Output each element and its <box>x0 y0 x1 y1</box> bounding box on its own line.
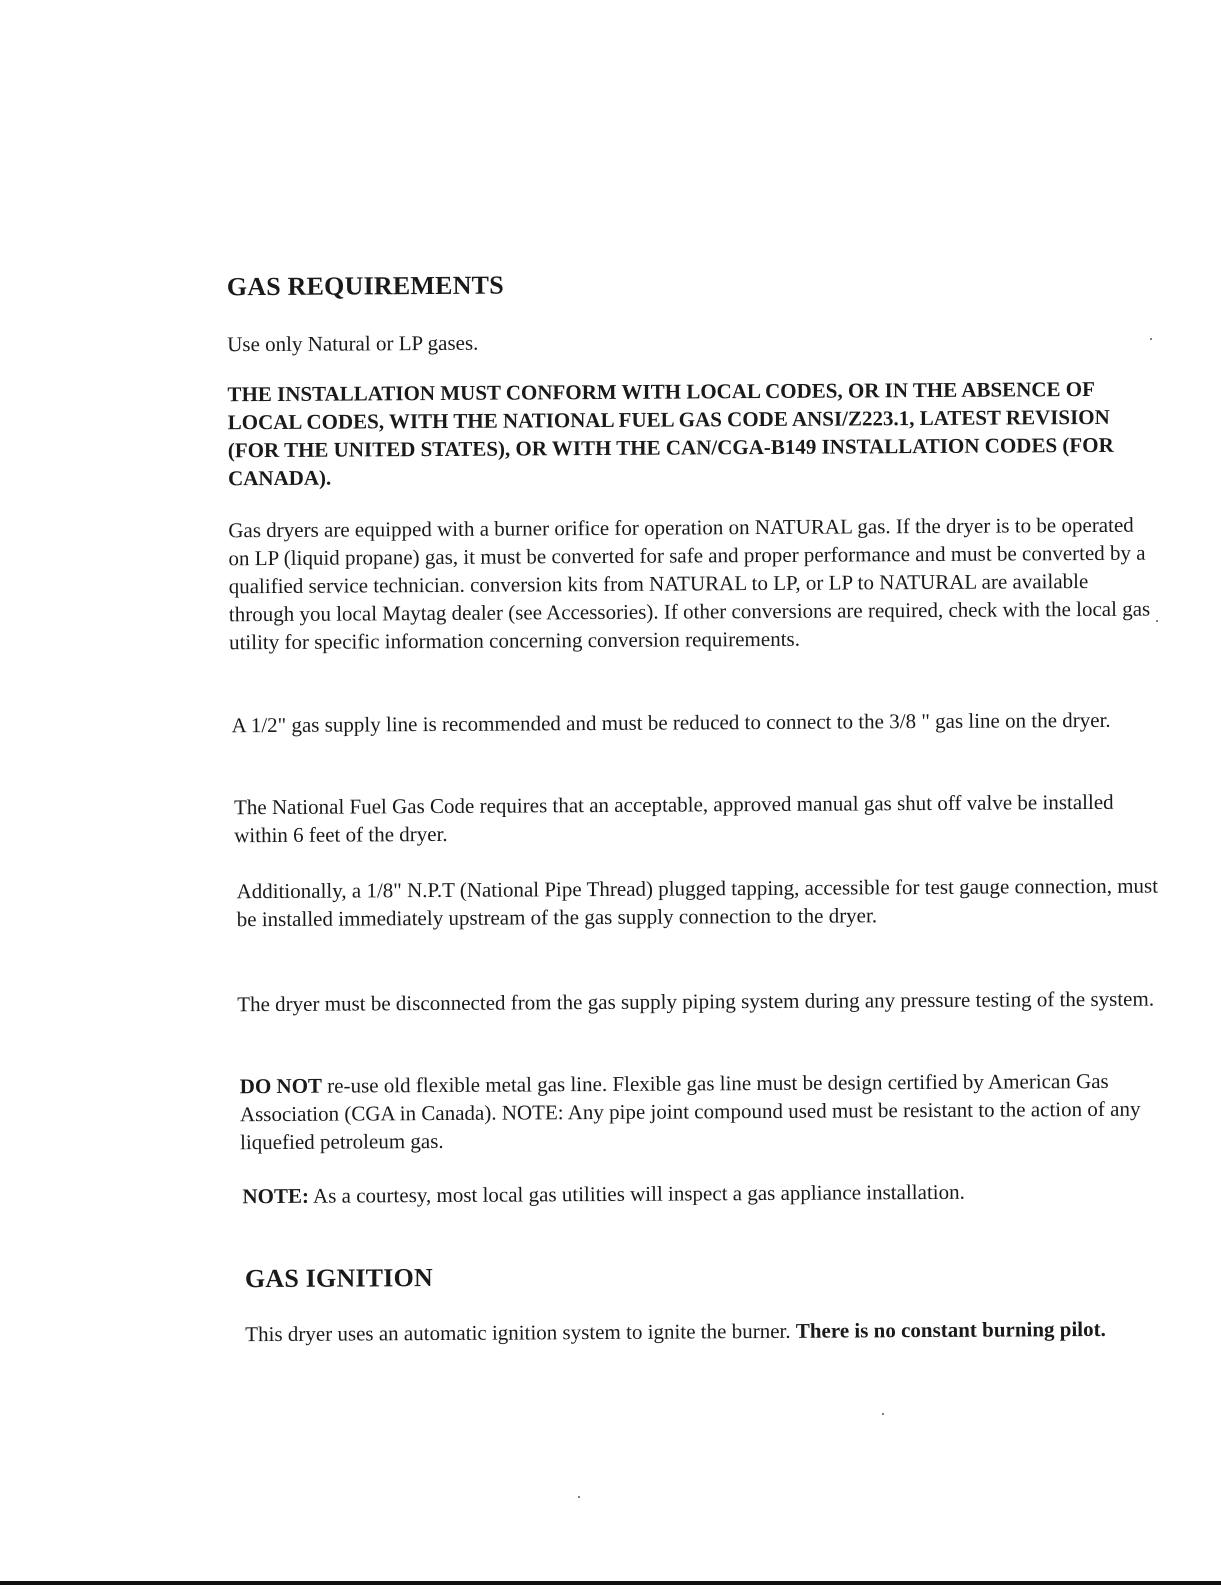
supply-line-paragraph: A 1/2" gas supply line is recommended and must be reduced to connect to the 3/8 " gas line on the dryer. <box>231 707 1111 738</box>
pressure-test-paragraph: The dryer must be disconnected from the gas supply piping system during any pressure testing of the system. <box>237 986 1155 1017</box>
scan-speck <box>1156 620 1158 622</box>
gas-requirements-heading: GAS REQUIREMENTS <box>226 270 504 302</box>
scan-bottom-edge <box>0 1581 1221 1585</box>
gas-ignition-heading: GAS IGNITION <box>244 1263 434 1294</box>
flex-line-paragraph <box>240 1067 1165 1157</box>
intro-paragraph: Use only Natural or LP gases. <box>227 330 479 357</box>
scan-speck <box>1150 338 1152 340</box>
do-not-emphasis: DO NOT <box>239 1073 323 1099</box>
conversion-paragraph: Gas dryers are equipped with a burner orifice for operation on NATURAL gas. If the dryer is to be operated on LP (liquid propane) gas, it must be converted for safe and proper performance and must be converted by a qualified service technician. conversion kits from NATURAL to LP, or LP to NATURAL are available through you local Maytag dealer (see Accessories). If other conversions are required, check with the local gas utility for specific information concerning conversion requirements. <box>228 512 1151 655</box>
ignition-paragraph <box>245 1315 1170 1349</box>
shutoff-valve-paragraph: The National Fuel Gas Code requires that an acceptable, approved manual gas shut off valve be installed within 6 feet of the dryer. <box>233 789 1114 848</box>
tapping-paragraph: Additionally, a 1/8" N.P.T (National Pipe Thread) plugged tapping, accessible for test gauge connection, must be installed immediately upstream of the gas supply connection to the dryer. <box>236 873 1159 932</box>
no-pilot-emphasis: There is no constant burning pilot. <box>795 1316 1106 1343</box>
scan-speck <box>578 1496 580 1498</box>
code-notice-paragraph: THE INSTALLATION MUST CONFORM WITH LOCAL CODES, OR IN THE ABSENCE OF LOCAL CODES, WITH THE NATIONAL FUEL GAS CODE ANSI/Z223.1, LATEST REVISION (FOR THE UNITED STATES), OR WITH THE CAN/CGA-B149 INSTALLATION CODES (FOR CANADA). <box>227 376 1114 491</box>
scan-speck <box>882 1413 884 1415</box>
courtesy-note-paragraph <box>242 1177 1167 1211</box>
ignition-text: This dryer uses an automatic ignition system to ignite the burner. <box>245 1318 796 1347</box>
courtesy-note-text: As a courtesy, most local gas utilities will inspect a gas appliance installation. <box>308 1179 965 1208</box>
note-emphasis: NOTE: <box>242 1183 310 1209</box>
flex-line-text: re-use old flexible metal gas line. Flexible gas line must be design certified by American Gas Association (CGA in Canada). NOTE: Any pipe joint compound used must be resistant to the action of any liquefied petroleum gas. <box>239 1068 1141 1155</box>
